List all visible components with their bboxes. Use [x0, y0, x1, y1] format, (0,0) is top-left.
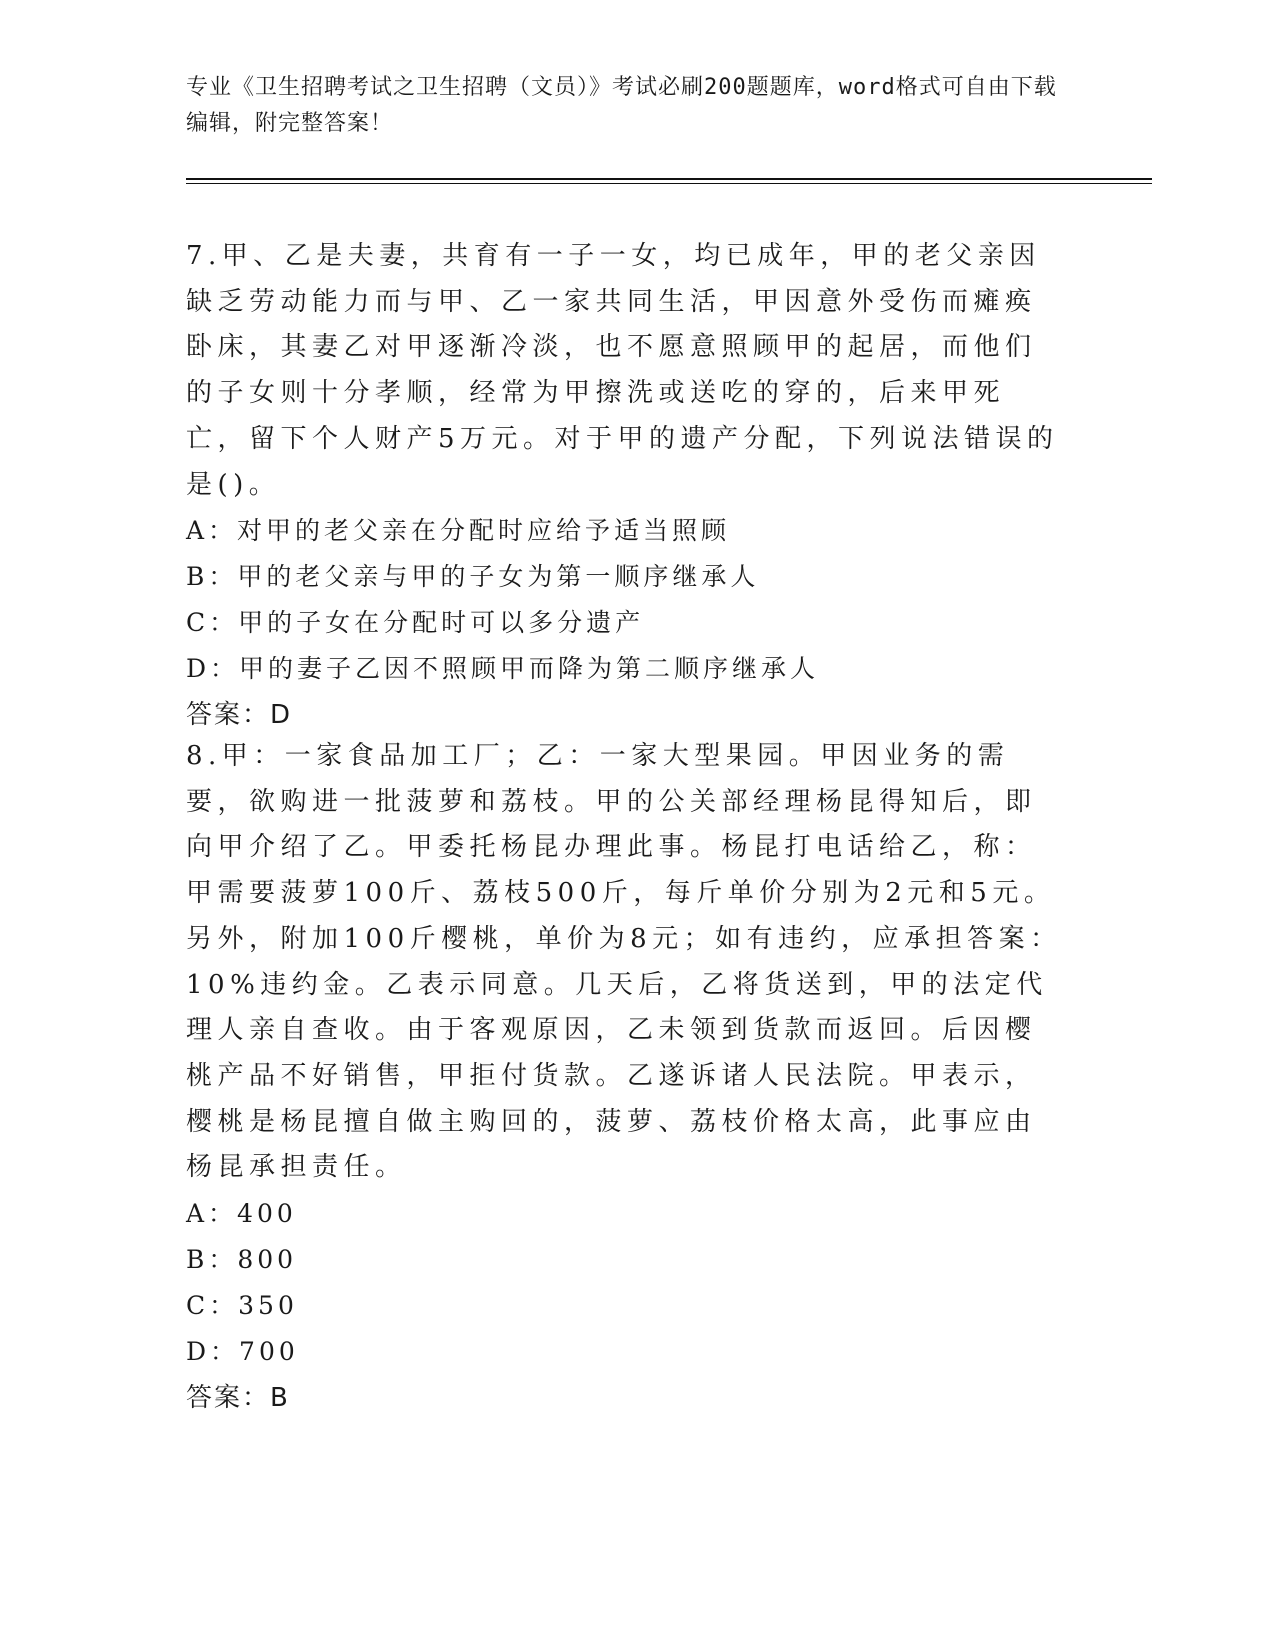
question-stem: 8.甲：一家食品加工厂；乙：一家大型果园。甲因业务的需要，欲购进一批菠萝和荔枝。甲的公关部经理杨昆得知后，即向甲介绍了乙。甲委托杨昆办理此事。杨昆打电话给乙，称：甲需要菠萝100斤、荔枝500斤，每斤单价分别为2元和5元。另外，附加100斤樱桃，单价为8元；如有违约，应承担答案：10%违约金。乙表示同意。几天后，乙将货送到，甲的法定代理人亲自查收。由于客观原因，乙未领到货款而返回。后因樱桃产品不好销售，甲拒付货款。乙遂诉诸人民法院。甲表示，樱桃是杨昆擅自做主购回的，菠萝、荔枝价格太高，此事应由杨昆承担责任。 — [186, 741, 1062, 1183]
header-rule-thin — [186, 183, 1152, 184]
option-a: A：400 — [186, 1199, 297, 1229]
question-7 — [186, 234, 1066, 738]
answer: 答案：D — [186, 700, 293, 731]
option-a: A：对甲的老父亲在分配时应给予适当照顾 — [186, 516, 731, 546]
question-8 — [186, 734, 1066, 1421]
option-b: B：甲的老父亲与甲的子女为第一顺序继承人 — [186, 562, 760, 592]
option-c: C：甲的子女在分配时可以多分遗产 — [186, 608, 645, 638]
answer: 答案：B — [186, 1383, 290, 1414]
question-stem: 7.甲、乙是夫妻，共育有一子一女，均已成年，甲的老父亲因缺乏劳动能力而与甲、乙一家共同生活，甲因意外受伤而瘫痪卧床，其妻乙对甲逐渐冷淡，也不愿意照顾甲的起居，而他们的子女则十分孝顺，经常为甲擦洗或送吃的穿的，后来甲死亡，留下个人财产5万元。对于甲的遗产分配，下列说法错误的是()。 — [186, 241, 1059, 500]
option-d: D：甲的妻子乙因不照顾甲而降为第二顺序继承人 — [186, 654, 820, 684]
document-header: 专业《卫生招聘考试之卫生招聘（文员）》考试必刷200题题库，word格式可自由下载编辑，附完整答案！ — [186, 75, 1057, 136]
option-b: B：800 — [186, 1245, 298, 1275]
option-d: D：700 — [186, 1337, 299, 1367]
header-rule-thick — [186, 178, 1152, 180]
option-c: C：350 — [186, 1291, 298, 1321]
